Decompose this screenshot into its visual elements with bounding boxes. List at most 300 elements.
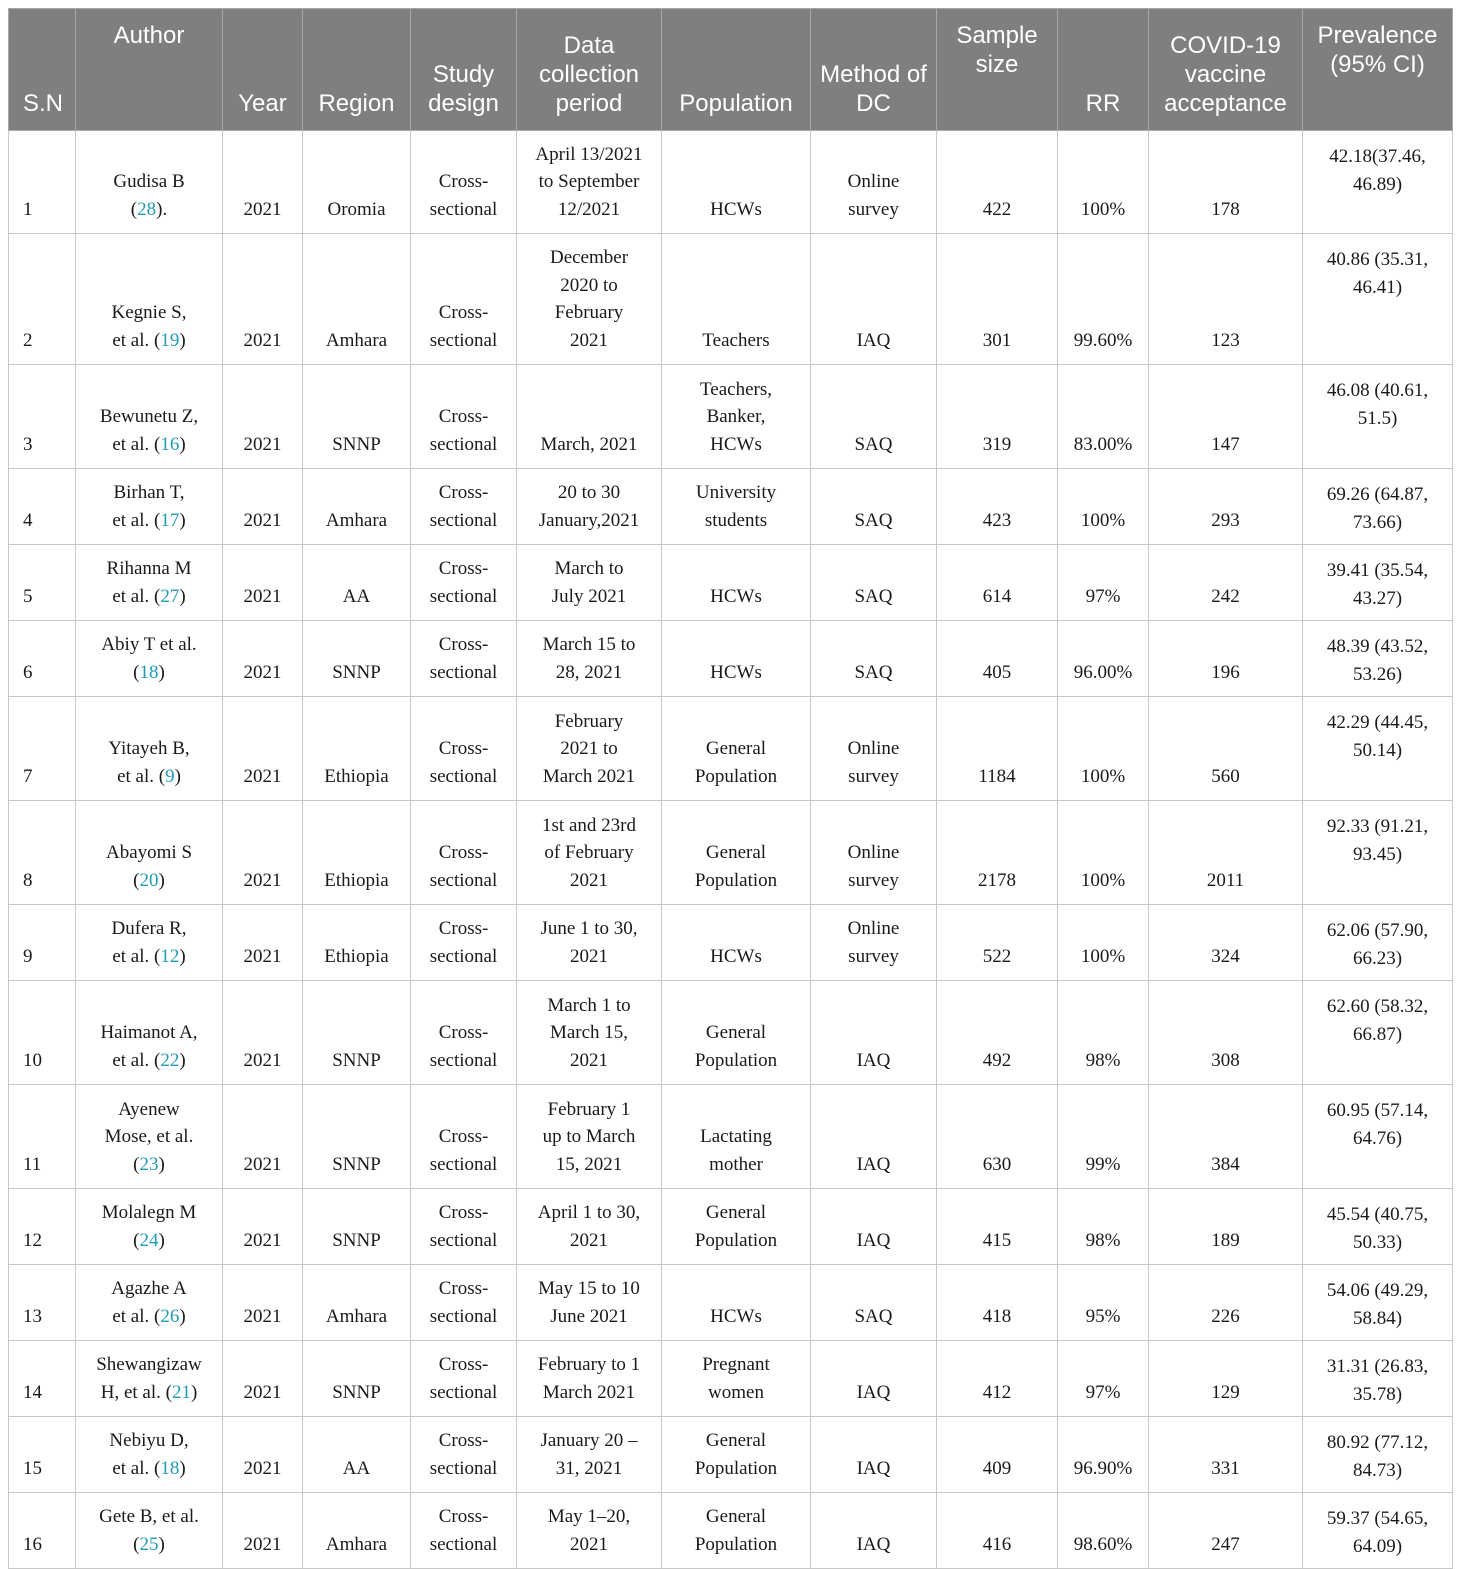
cell-author	[76, 1085, 223, 1189]
population-line: Banker,	[706, 406, 766, 427]
cell-population	[662, 621, 811, 697]
prevalence-line: 69.26 (64.87,	[1326, 484, 1429, 505]
study-design-line: sectional	[429, 198, 498, 220]
cell-region: Amhara	[303, 1265, 411, 1341]
study-design-line: Cross-	[438, 1354, 489, 1375]
cell-period	[517, 981, 662, 1085]
period-line: February 1	[547, 1098, 631, 1120]
period-line: 2021	[570, 1049, 608, 1071]
cell-sn: 9	[9, 905, 76, 981]
reference-link[interactable]: 27	[160, 585, 180, 607]
prevalence-line: 31.31 (26.83,	[1326, 1356, 1429, 1377]
cell-rr: 99.60%	[1058, 234, 1149, 365]
author-suffix: )	[158, 869, 165, 891]
author-suffix: )	[158, 1229, 165, 1251]
period-line: March, 2021	[540, 433, 638, 455]
cell-author	[76, 234, 223, 365]
cell-rr: 100%	[1058, 801, 1149, 905]
cell-year: 2021	[223, 131, 303, 234]
cell-sn: 14	[9, 1341, 76, 1417]
period-line: 2020 to	[560, 274, 618, 296]
prevalence-line: 60.95 (57.14,	[1326, 1100, 1429, 1121]
cell-period	[517, 621, 662, 697]
cell-year: 2021	[223, 905, 303, 981]
reference-link[interactable]: 22	[160, 1049, 180, 1071]
period-line: 2021	[570, 945, 608, 967]
header-row	[9, 9, 1453, 131]
population-line: General	[705, 1506, 767, 1527]
method-line: Online	[847, 918, 900, 939]
author-line: Abiy T et al.	[101, 634, 197, 655]
author-suffix: )	[179, 433, 186, 455]
method-line: survey	[848, 765, 899, 787]
cell-acceptance: 196	[1149, 621, 1303, 697]
cell-period	[517, 1341, 662, 1417]
cell-year: 2021	[223, 365, 303, 469]
cell-author	[76, 131, 223, 234]
cell-year: 2021	[223, 1265, 303, 1341]
cell-sample-size: 1184	[937, 697, 1058, 801]
author-line: Bewunetu Z,	[99, 406, 199, 427]
author-prefix: et al. (	[112, 329, 161, 351]
cell-rr: 100%	[1058, 469, 1149, 545]
population-line: Population	[694, 765, 778, 787]
study-design-line: sectional	[429, 765, 498, 787]
table-row	[9, 1265, 1453, 1341]
study-design-line: Cross-	[438, 1022, 489, 1043]
author-line: Mose, et al.	[104, 1126, 194, 1147]
period-line: March 15 to	[542, 634, 636, 655]
cell-region: Oromia	[303, 131, 411, 234]
author-prefix: (	[133, 1153, 140, 1175]
population-line: Teachers	[702, 329, 770, 351]
cell-prevalence	[1303, 365, 1453, 469]
cell-year: 2021	[223, 234, 303, 365]
author-prefix: et al. (	[112, 433, 161, 455]
table-row	[9, 1417, 1453, 1493]
cell-year: 2021	[223, 1189, 303, 1265]
method-line: IAQ	[856, 329, 891, 351]
reference-link[interactable]: 26	[160, 1305, 180, 1327]
header-data-collection-period: Data collection period	[517, 9, 662, 131]
cell-study-design	[411, 131, 517, 234]
prevalence-line: 50.14)	[1352, 739, 1403, 761]
population-line: Population	[694, 1049, 778, 1071]
author-line: Haimanot A,	[100, 1022, 198, 1043]
cell-acceptance: 123	[1149, 234, 1303, 365]
method-line: survey	[848, 198, 899, 220]
cell-acceptance: 242	[1149, 545, 1303, 621]
period-line: 2021	[570, 1533, 608, 1555]
author-line: Ayenew	[118, 1098, 180, 1120]
reference-link[interactable]: 17	[160, 509, 180, 531]
prevalence-line: 54.06 (49.29,	[1326, 1280, 1429, 1301]
prevalence-line: 46.08 (40.61,	[1326, 380, 1429, 401]
prevalence-line: 64.09)	[1352, 1535, 1403, 1557]
cell-region: SNNP	[303, 1085, 411, 1189]
author-suffix: ).	[156, 198, 168, 220]
reference-link[interactable]: 18	[139, 661, 159, 683]
period-line: December	[549, 247, 629, 268]
table-row	[9, 469, 1453, 545]
cell-rr: 100%	[1058, 697, 1149, 801]
header-region: Region	[303, 9, 411, 131]
author-suffix: )	[190, 1381, 198, 1403]
period-line: May 1–20,	[547, 1506, 631, 1527]
reference-link[interactable]: 20	[139, 869, 159, 891]
author-line: Gete B, et al.	[99, 1506, 199, 1527]
cell-method	[811, 1085, 937, 1189]
cell-acceptance: 293	[1149, 469, 1303, 545]
period-line: February to 1	[537, 1354, 641, 1375]
cell-population	[662, 697, 811, 801]
author-line: Molalegn M	[101, 1202, 197, 1223]
cell-acceptance: 331	[1149, 1417, 1303, 1493]
cell-method	[811, 981, 937, 1085]
reference-link[interactable]: 12	[160, 945, 180, 967]
population-line: General	[705, 842, 767, 863]
header-sample-size: Sample size	[937, 9, 1058, 131]
cell-acceptance: 147	[1149, 365, 1303, 469]
cell-author	[76, 1265, 223, 1341]
study-design-line: sectional	[429, 1229, 498, 1251]
author-prefix: (	[130, 198, 138, 220]
population-line: Population	[694, 1229, 778, 1251]
period-line: February	[554, 710, 624, 732]
reference-link[interactable]: 9	[165, 765, 175, 787]
cell-period	[517, 1265, 662, 1341]
cell-prevalence	[1303, 1085, 1453, 1189]
author-line: Gudisa B	[113, 171, 185, 192]
cell-prevalence	[1303, 1265, 1453, 1341]
author-citation-line	[79, 1379, 219, 1407]
header-sn: S.N	[9, 9, 76, 131]
reference-link[interactable]: 18	[160, 1457, 180, 1479]
cell-method	[811, 131, 937, 234]
prevalence-line: 84.73)	[1352, 1459, 1403, 1481]
study-design-line: Cross-	[438, 918, 489, 939]
author-citation-line	[79, 583, 219, 611]
author-prefix: et al. (	[112, 509, 161, 531]
cell-period	[517, 801, 662, 905]
cell-acceptance: 189	[1149, 1189, 1303, 1265]
period-line: January,2021	[538, 509, 640, 531]
cell-rr: 100%	[1058, 905, 1149, 981]
study-design-line: Cross-	[438, 558, 489, 579]
cell-study-design	[411, 1085, 517, 1189]
cell-population	[662, 234, 811, 365]
table-row	[9, 905, 1453, 981]
period-line: June 1 to 30,	[540, 918, 638, 939]
cell-population	[662, 469, 811, 545]
author-suffix: )	[179, 329, 186, 351]
cell-sn: 3	[9, 365, 76, 469]
cell-method	[811, 1493, 937, 1569]
study-design-line: Cross-	[438, 1430, 489, 1451]
cell-sample-size: 416	[937, 1493, 1058, 1569]
cell-period	[517, 131, 662, 234]
cell-year: 2021	[223, 545, 303, 621]
cell-author	[76, 1341, 223, 1417]
cell-method	[811, 1341, 937, 1417]
study-design-line: Cross-	[438, 1506, 489, 1527]
cell-method	[811, 1265, 937, 1341]
cell-study-design	[411, 1265, 517, 1341]
study-design-line: sectional	[429, 433, 498, 455]
population-line: General	[705, 1022, 767, 1043]
cell-author	[76, 981, 223, 1085]
method-line: IAQ	[856, 1533, 891, 1555]
period-line: April 13/2021	[535, 143, 643, 165]
population-line: University	[695, 482, 777, 503]
cell-region: SNNP	[303, 365, 411, 469]
cell-period	[517, 1189, 662, 1265]
author-citation-line	[79, 1227, 219, 1255]
method-line: SAQ	[854, 585, 893, 607]
cell-method	[811, 1417, 937, 1493]
period-line: February	[554, 302, 624, 323]
cell-method	[811, 697, 937, 801]
reference-link[interactable]: 24	[139, 1229, 159, 1251]
author-citation-line	[79, 1047, 219, 1075]
author-line: Dufera R,	[111, 918, 187, 939]
cell-rr: 95%	[1058, 1265, 1149, 1341]
cell-region: Ethiopia	[303, 905, 411, 981]
study-design-line: sectional	[429, 945, 498, 967]
author-suffix: )	[179, 1305, 186, 1327]
author-prefix: (	[133, 869, 140, 891]
cell-acceptance: 324	[1149, 905, 1303, 981]
cell-rr: 96.90%	[1058, 1417, 1149, 1493]
table-body	[9, 131, 1453, 1569]
period-line: June 2021	[550, 1305, 628, 1327]
author-citation-line	[79, 327, 219, 355]
cell-period	[517, 1085, 662, 1189]
cell-sn: 12	[9, 1189, 76, 1265]
study-design-line: Cross-	[438, 842, 489, 863]
method-line: SAQ	[854, 433, 893, 455]
cell-prevalence	[1303, 905, 1453, 981]
method-line: IAQ	[856, 1153, 891, 1175]
cell-study-design	[411, 545, 517, 621]
cell-population	[662, 905, 811, 981]
period-line: 31, 2021	[555, 1457, 623, 1479]
author-line: Abayomi S	[105, 842, 193, 863]
cell-author	[76, 801, 223, 905]
author-citation-line	[79, 943, 219, 971]
cell-prevalence	[1303, 697, 1453, 801]
cell-prevalence	[1303, 1341, 1453, 1417]
header-study-design: Study design	[411, 9, 517, 131]
reference-link[interactable]: 16	[160, 433, 180, 455]
cell-sn: 8	[9, 801, 76, 905]
author-citation-line	[79, 1303, 219, 1331]
cell-sn: 5	[9, 545, 76, 621]
cell-rr: 98.60%	[1058, 1493, 1149, 1569]
prevalence-line: 66.23)	[1352, 947, 1403, 969]
cell-sn: 15	[9, 1417, 76, 1493]
header-rr: RR	[1058, 9, 1149, 131]
cell-author	[76, 469, 223, 545]
cell-author	[76, 1189, 223, 1265]
cell-sn: 7	[9, 697, 76, 801]
study-design-line: sectional	[429, 329, 498, 351]
cell-sample-size: 415	[937, 1189, 1058, 1265]
cell-method	[811, 621, 937, 697]
population-line: students	[704, 509, 768, 531]
cell-population	[662, 1085, 811, 1189]
author-prefix: et al. (	[112, 945, 161, 967]
cell-rr: 97%	[1058, 545, 1149, 621]
cell-study-design	[411, 1417, 517, 1493]
cell-method	[811, 801, 937, 905]
cell-author	[76, 621, 223, 697]
cell-population	[662, 545, 811, 621]
author-suffix: )	[179, 585, 186, 607]
author-citation-line	[79, 507, 219, 535]
cell-prevalence	[1303, 621, 1453, 697]
study-design-line: Cross-	[438, 634, 489, 655]
population-line: Lactating	[700, 1126, 772, 1147]
header-author: Author	[76, 9, 223, 131]
cell-method	[811, 1189, 937, 1265]
author-prefix: et al. (	[112, 1049, 161, 1071]
population-line: HCWs	[710, 1305, 762, 1327]
prevalence-line: 58.84)	[1352, 1307, 1403, 1329]
cell-rr: 96.00%	[1058, 621, 1149, 697]
study-design-line: Cross-	[438, 1278, 489, 1299]
population-line: mother	[709, 1153, 763, 1175]
cell-sample-size: 630	[937, 1085, 1058, 1189]
cell-period	[517, 234, 662, 365]
cell-year: 2021	[223, 1085, 303, 1189]
period-line: 28, 2021	[555, 661, 623, 683]
cell-method	[811, 469, 937, 545]
method-line: Online	[847, 842, 900, 863]
method-line: IAQ	[856, 1229, 891, 1251]
cell-rr: 98%	[1058, 1189, 1149, 1265]
author-citation-line	[79, 1151, 219, 1179]
period-line: 2021 to	[560, 738, 618, 759]
cell-population	[662, 1265, 811, 1341]
cell-year: 2021	[223, 1341, 303, 1417]
period-line: April 1 to 30,	[537, 1202, 641, 1223]
author-prefix: et al. (	[117, 765, 166, 787]
cell-acceptance: 129	[1149, 1341, 1303, 1417]
period-line: March to	[554, 558, 624, 579]
cell-sample-size: 319	[937, 365, 1058, 469]
cell-prevalence	[1303, 1417, 1453, 1493]
cell-year: 2021	[223, 1417, 303, 1493]
population-line: General	[705, 1430, 767, 1451]
prevalence-line: 51.5)	[1357, 407, 1398, 429]
prevalence-line: 59.37 (54.65,	[1326, 1508, 1429, 1529]
cell-population	[662, 801, 811, 905]
cell-study-design	[411, 801, 517, 905]
period-line: 2021	[570, 1229, 608, 1251]
study-design-line: sectional	[429, 661, 498, 683]
method-line: SAQ	[854, 1305, 893, 1327]
prevalence-line: 48.39 (43.52,	[1326, 636, 1429, 657]
cell-population	[662, 365, 811, 469]
cell-sample-size: 301	[937, 234, 1058, 365]
study-design-line: Cross-	[438, 171, 489, 192]
cell-sample-size: 418	[937, 1265, 1058, 1341]
cell-study-design	[411, 905, 517, 981]
study-design-line: sectional	[429, 1305, 498, 1327]
cell-sample-size: 409	[937, 1417, 1058, 1493]
method-line: Online	[847, 171, 900, 192]
reference-link[interactable]: 28	[137, 198, 157, 220]
cell-year: 2021	[223, 801, 303, 905]
cell-period	[517, 697, 662, 801]
author-citation-line	[79, 659, 219, 687]
author-prefix: H, et al. (	[100, 1381, 172, 1403]
cell-prevalence	[1303, 801, 1453, 905]
author-citation-line	[79, 1455, 219, 1483]
cell-prevalence	[1303, 234, 1453, 365]
author-suffix: )	[158, 661, 165, 683]
reference-link[interactable]: 21	[171, 1381, 191, 1403]
cell-study-design	[411, 1341, 517, 1417]
method-line: survey	[848, 945, 899, 967]
reference-link[interactable]: 19	[160, 329, 180, 351]
cell-sample-size: 412	[937, 1341, 1058, 1417]
cell-sn: 16	[9, 1493, 76, 1569]
study-design-line: Cross-	[438, 482, 489, 503]
cell-region: SNNP	[303, 1189, 411, 1265]
cell-population	[662, 131, 811, 234]
study-design-line: sectional	[429, 1049, 498, 1071]
cell-rr: 100%	[1058, 131, 1149, 234]
cell-region: Amhara	[303, 469, 411, 545]
study-design-line: Cross-	[438, 738, 489, 759]
method-line: IAQ	[856, 1457, 891, 1479]
cell-period	[517, 545, 662, 621]
cell-acceptance: 226	[1149, 1265, 1303, 1341]
cell-region: Amhara	[303, 234, 411, 365]
period-line: 15, 2021	[555, 1153, 623, 1175]
author-line: Nebiyu D,	[109, 1430, 189, 1451]
author-citation-line	[79, 763, 219, 791]
period-line: 2021	[570, 869, 608, 891]
period-line: 12/2021	[557, 198, 621, 220]
cell-year: 2021	[223, 469, 303, 545]
population-line: Teachers,	[700, 378, 772, 400]
cell-rr: 99%	[1058, 1085, 1149, 1189]
cell-sample-size: 423	[937, 469, 1058, 545]
cell-period	[517, 1417, 662, 1493]
prevalence-line: 50.33)	[1352, 1231, 1403, 1253]
reference-link[interactable]: 23	[139, 1153, 159, 1175]
population-line: Pregnant	[702, 1354, 770, 1375]
cell-period	[517, 365, 662, 469]
cell-rr: 97%	[1058, 1341, 1149, 1417]
cell-prevalence	[1303, 545, 1453, 621]
reference-link[interactable]: 25	[139, 1533, 159, 1555]
header-year: Year	[223, 9, 303, 131]
prevalence-line: 93.45)	[1352, 843, 1403, 865]
author-suffix: )	[158, 1153, 165, 1175]
cell-region: Amhara	[303, 1493, 411, 1569]
population-line: Population	[694, 869, 778, 891]
population-line: Population	[694, 1457, 778, 1479]
cell-prevalence	[1303, 469, 1453, 545]
study-design-line: Cross-	[438, 1202, 489, 1223]
cell-population	[662, 1189, 811, 1265]
cell-region: AA	[303, 545, 411, 621]
method-line: SAQ	[854, 509, 893, 531]
